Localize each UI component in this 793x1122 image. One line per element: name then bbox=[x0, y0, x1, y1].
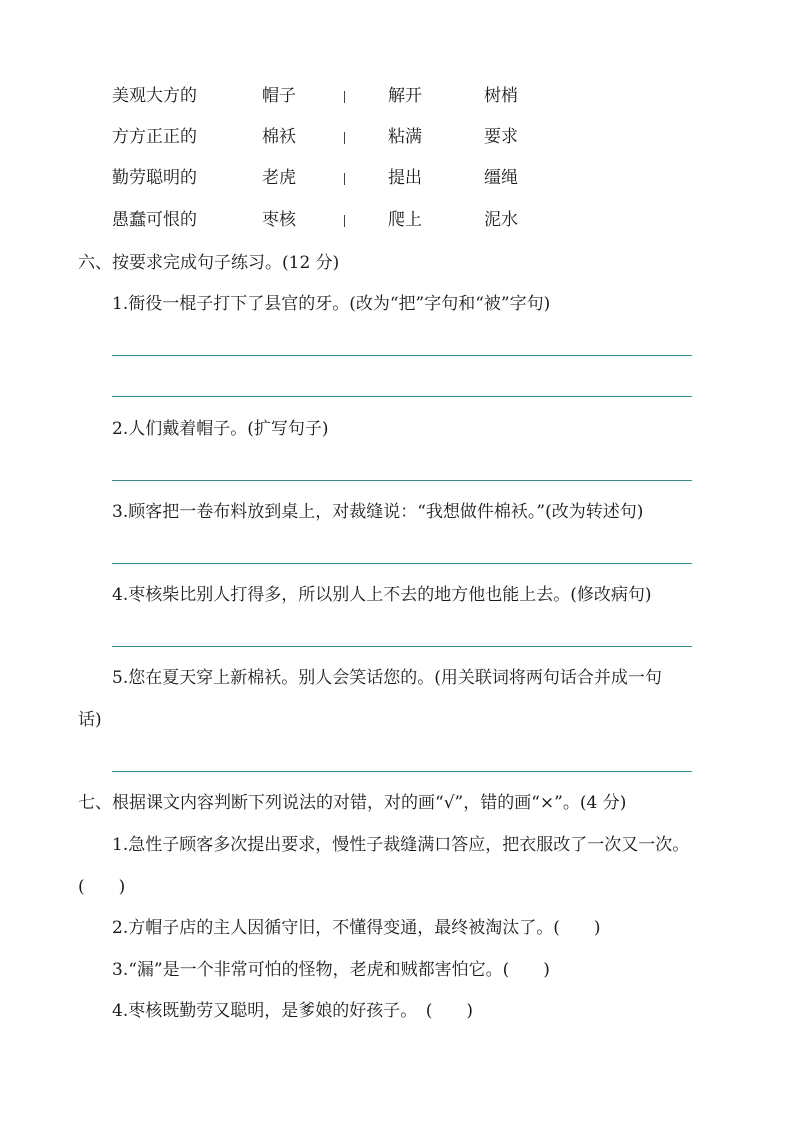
judgement-item: 1.急性子顾客多次提出要求，慢性子裁缝满口答应，把衣服改了一次又一次。 bbox=[112, 835, 690, 855]
column-divider bbox=[344, 173, 345, 185]
question-text: 4.枣核柴比别人打得多，所以别人上不去的地方他也能上去。(修改病句) bbox=[112, 585, 652, 605]
section-seven-title: 七、根据课文内容判断下列说法的对错，对的画“√”，错的画“×”。(4 分) bbox=[78, 793, 627, 813]
match-noun: 老虎 bbox=[262, 168, 296, 188]
match-object: 树梢 bbox=[484, 86, 518, 106]
question-text: 5.您在夏天穿上新棉袄。别人会笑话您的。(用关联词将两句话合并成一句 bbox=[112, 668, 662, 688]
column-divider bbox=[344, 91, 345, 103]
match-verb: 解开 bbox=[388, 86, 422, 106]
match-verb: 粘满 bbox=[388, 127, 422, 147]
match-object: 要求 bbox=[484, 127, 518, 147]
match-noun: 帽子 bbox=[262, 86, 296, 106]
match-object: 缰绳 bbox=[484, 168, 518, 188]
answer-line[interactable] bbox=[112, 355, 692, 356]
match-verb: 提出 bbox=[388, 168, 422, 188]
answer-line[interactable] bbox=[112, 396, 692, 397]
column-divider bbox=[344, 215, 345, 227]
answer-line[interactable] bbox=[112, 771, 692, 772]
judgement-item: 2.方帽子店的主人因循守旧，不懂得变通，最终被淘汰了。( ) bbox=[112, 918, 601, 938]
match-noun: 棉袄 bbox=[262, 127, 296, 147]
column-divider bbox=[344, 132, 345, 144]
match-phrase: 愚蠢可恨的 bbox=[112, 210, 197, 230]
question-text: 2.人们戴着帽子。(扩写句子) bbox=[112, 419, 329, 439]
judgement-item: 3.“漏”是一个非常可怕的怪物，老虎和贼都害怕它。( ) bbox=[112, 960, 550, 980]
answer-line[interactable] bbox=[112, 646, 692, 647]
question-text: 1.衙役一棍子打下了县官的牙。(改为“把”字句和“被”字句) bbox=[112, 294, 551, 314]
match-object: 泥水 bbox=[484, 210, 518, 230]
match-phrase: 勤劳聪明的 bbox=[112, 168, 197, 188]
match-verb: 爬上 bbox=[388, 210, 422, 230]
answer-line[interactable] bbox=[112, 480, 692, 481]
judgement-answer-blank[interactable]: ( ) bbox=[78, 877, 126, 897]
answer-line[interactable] bbox=[112, 563, 692, 564]
question-text-continued: 话) bbox=[78, 710, 102, 730]
match-phrase: 美观大方的 bbox=[112, 86, 197, 106]
judgement-item: 4.枣核既勤劳又聪明，是爹娘的好孩子。 ( ) bbox=[112, 1001, 473, 1021]
section-six-title: 六、按要求完成句子练习。(12 分) bbox=[78, 253, 340, 273]
question-text: 3.顾客把一卷布料放到桌上，对裁缝说：“我想做件棉袄。”(改为转述句) bbox=[112, 502, 644, 522]
match-noun: 枣核 bbox=[262, 210, 296, 230]
match-phrase: 方方正正的 bbox=[112, 127, 197, 147]
